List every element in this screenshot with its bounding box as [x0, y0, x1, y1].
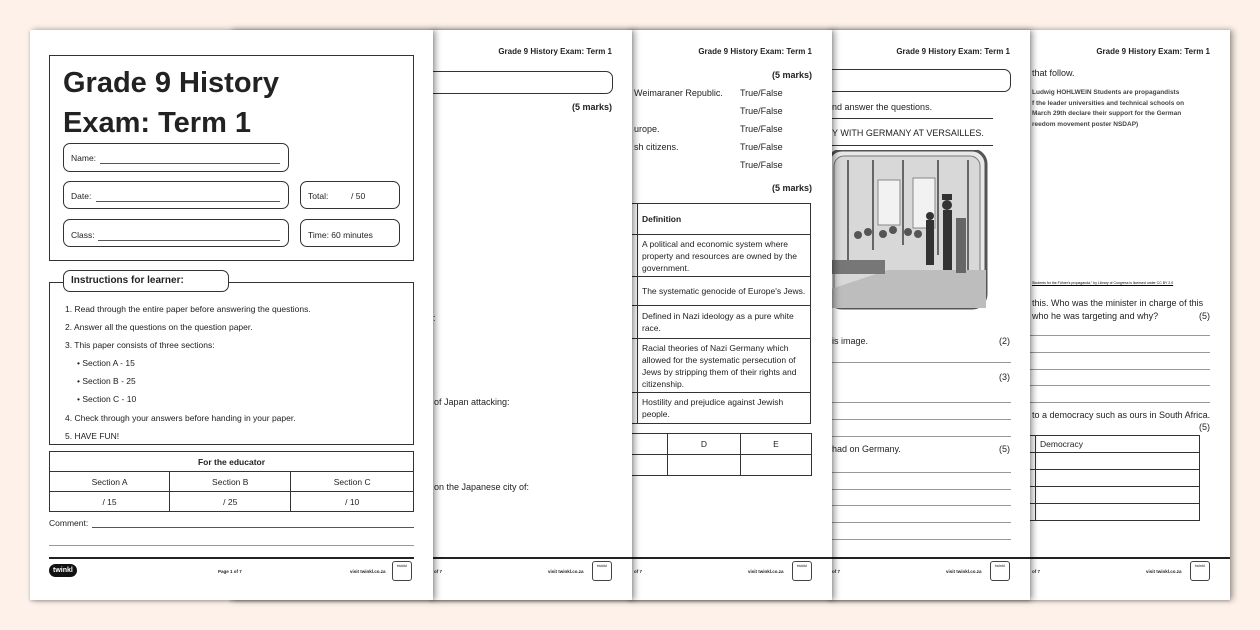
section-marks: (5 marks) — [771, 70, 812, 80]
answer-line — [828, 539, 1011, 540]
definition-cell: Hostility and prejudice against Jewish people. — [638, 393, 811, 424]
section-header: Section A — [50, 472, 170, 492]
quality-badge-icon: twinkl — [990, 561, 1010, 581]
section-score[interactable]: / 10 — [291, 492, 414, 512]
answer-line — [1028, 335, 1210, 336]
name-field[interactable] — [63, 143, 289, 172]
page-number: of 7 — [832, 569, 841, 574]
question-marks: (5) — [1199, 311, 1210, 321]
question-text: this. Who was the minister in charge of this — [1032, 298, 1204, 308]
intro-text: nd answer the questions. — [832, 102, 933, 112]
answer-line — [828, 362, 1011, 363]
date-field[interactable] — [63, 181, 289, 209]
footer-rule — [49, 557, 414, 559]
section-score[interactable]: / 25 — [170, 492, 291, 512]
instruction-item: • Section A - 15 — [77, 358, 135, 369]
statement: sh citizens. — [634, 142, 679, 152]
intro-text: that follow. — [1032, 68, 1075, 78]
field-underline — [96, 201, 280, 202]
comment-label: Comment: — [49, 518, 89, 528]
total-label: Total: — [308, 191, 329, 201]
instruction-item: 4. Check through your answers before handing in your paper. — [65, 412, 296, 423]
section-header: Section B — [170, 472, 291, 492]
section-heading-box — [818, 69, 1011, 92]
page-number: Page 1 of 7 — [218, 569, 242, 574]
caption-line: f the leader universities and technical schools on — [1032, 99, 1185, 107]
title-line: Grade 9 History — [63, 67, 279, 99]
versailles-engraving-image — [828, 150, 988, 310]
page-header: Grade 9 History Exam: Term 1 — [498, 47, 612, 56]
twinkl-logo: twinkl — [49, 564, 77, 577]
instructions-heading: Instructions for learner: — [63, 270, 229, 292]
question-text: on the Japanese city of: — [434, 482, 530, 492]
section-header: Section C — [291, 472, 414, 492]
field-underline — [98, 240, 280, 241]
statement: urope. — [634, 124, 660, 134]
title-line: Exam: Term 1 — [63, 107, 252, 139]
definitions-table — [620, 203, 811, 424]
instructions-list — [65, 300, 311, 445]
question-text: is image. — [832, 336, 869, 346]
educator-heading: For the educator — [50, 452, 414, 472]
answer-line — [828, 489, 1011, 490]
poster-caption — [1032, 88, 1184, 130]
page-number: of 7 — [634, 569, 643, 574]
comment-line[interactable] — [49, 545, 414, 546]
answer-line — [1028, 385, 1210, 386]
question-fragment: : — [433, 313, 436, 323]
question-marks: (5) — [999, 444, 1010, 454]
definition-cell: Racial theories of Nazi Germany which allowed for the systematic persecution of Jews by stripping them of their rights and citizenship. — [638, 339, 811, 393]
section-marks: (5 marks) — [571, 102, 612, 112]
answer-line — [1028, 352, 1210, 353]
total-value: / 50 — [351, 191, 366, 201]
answer-cell[interactable] — [668, 455, 741, 476]
answer-line — [1028, 369, 1210, 370]
question-marks: (2) — [999, 336, 1010, 346]
comparison-table — [1023, 435, 1200, 521]
quality-badge-icon: twinkl — [392, 561, 412, 581]
page-number: of 7 — [434, 569, 443, 574]
answer-cell[interactable] — [741, 455, 812, 476]
true-false-option[interactable]: True/False — [740, 88, 783, 98]
site-link[interactable]: visit twinkl.co.za — [946, 569, 982, 574]
caption-line: March 29th declare their support for the German — [1032, 110, 1182, 117]
instruction-item: 2. Answer all the questions on the question paper. — [65, 322, 253, 333]
field-underline — [100, 163, 280, 164]
caption-line: reedom movement poster NSDAP) — [1032, 120, 1139, 128]
question-marks: (5) — [1199, 422, 1210, 432]
statement: Weimaraner Republic. — [634, 88, 723, 98]
question-text: of Japan attacking: — [434, 397, 510, 407]
definition-cell: Defined in Nazi ideology as a pure white race. — [638, 306, 811, 339]
answer-col-header: D — [668, 434, 741, 455]
answer-line — [828, 522, 1011, 523]
true-false-option[interactable]: True/False — [740, 160, 783, 170]
definition-cell: A political and economic system where property and resources are owned by the government. — [638, 235, 811, 277]
instruction-item: • Section B - 25 — [77, 376, 136, 387]
site-link[interactable]: visit twinkl.co.za — [748, 569, 784, 574]
answer-line — [828, 505, 1011, 506]
divider — [828, 118, 993, 119]
true-false-option[interactable]: True/False — [740, 106, 783, 116]
answer-line — [828, 436, 1011, 437]
question-text: who he was targeting and why? — [1032, 311, 1159, 321]
site-link[interactable]: visit twinkl.co.za — [350, 569, 386, 574]
divider — [828, 145, 993, 146]
answer-col-header: E — [741, 434, 812, 455]
educator-table — [49, 451, 414, 512]
name-label: Name: — [71, 153, 97, 163]
answer-grid — [620, 433, 812, 476]
answer-line — [1028, 402, 1210, 403]
class-label: Class: — [71, 230, 95, 240]
table-header: Democracy — [1036, 436, 1200, 453]
instruction-item: 1. Read through the entire paper before answering the questions. — [65, 304, 311, 314]
site-link[interactable]: visit twinkl.co.za — [548, 569, 584, 574]
quality-badge-icon: twinkl — [592, 561, 612, 581]
answer-line — [828, 402, 1011, 403]
page-header: Grade 9 History Exam: Term 1 — [698, 47, 812, 56]
true-false-option[interactable]: True/False — [740, 124, 783, 134]
quality-badge-icon: twinkl — [1190, 561, 1210, 581]
date-label: Date: — [71, 191, 92, 201]
site-link[interactable]: visit twinkl.co.za — [1146, 569, 1182, 574]
source-heading: Y WITH GERMANY AT VERSAILLES. — [832, 128, 984, 138]
section-marks: (5 marks) — [771, 183, 812, 193]
instruction-item: 3. This paper consists of three sections: — [65, 340, 215, 351]
question-text: had on Germany. — [832, 444, 901, 454]
question-text: to a democracy such as ours in South Africa. — [1032, 410, 1211, 420]
definition-cell: The systematic genocide of Europe's Jews. — [638, 277, 811, 306]
page-title — [63, 63, 279, 143]
page-header: Grade 9 History Exam: Term 1 — [896, 47, 1010, 56]
image-credit-link[interactable]: Students for the Führer's propaganda," by Library of Congress is licensed under CC BY 2.0 — [1032, 281, 1174, 285]
section-score[interactable]: / 15 — [50, 492, 170, 512]
time-label: Time: 60 minutes — [308, 230, 373, 240]
true-false-option[interactable]: True/False — [740, 142, 783, 152]
answer-line — [828, 472, 1011, 473]
page-number: of 7 — [1032, 569, 1041, 574]
comment-line[interactable] — [92, 527, 414, 528]
total-box — [300, 181, 400, 209]
caption-line: Ludwig HOHLWEIN Students are propagandists — [1032, 89, 1180, 96]
exam-cover-page — [30, 30, 433, 600]
time-box — [300, 219, 400, 247]
answer-line — [828, 419, 1011, 420]
instruction-item: • Section C - 10 — [77, 394, 137, 405]
class-field[interactable] — [63, 219, 289, 247]
instruction-item: 5. HAVE FUN! — [65, 430, 120, 441]
quality-badge-icon: twinkl — [792, 561, 812, 581]
section-heading-box — [420, 71, 613, 94]
question-marks: (3) — [999, 372, 1010, 382]
page-header: Grade 9 History Exam: Term 1 — [1096, 47, 1210, 56]
table-header: Definition — [638, 204, 811, 235]
